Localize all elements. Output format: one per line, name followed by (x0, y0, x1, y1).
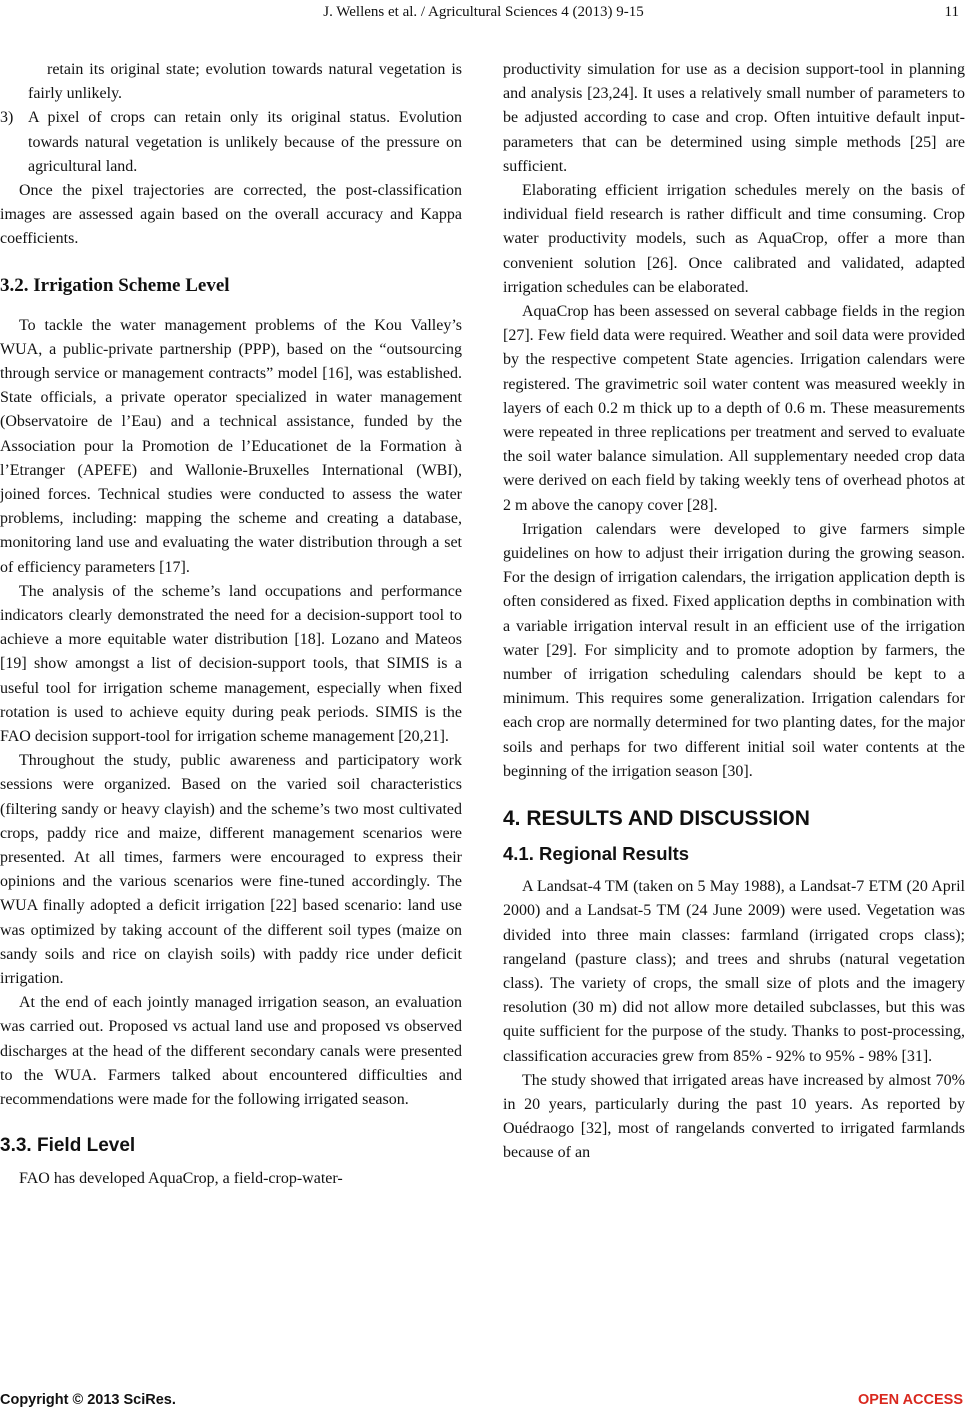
running-header (0, 2, 967, 24)
list-item-text: A pixel of crops can retain only its original status. Evolution towards natural vegetation is unlikely because of the pressure on agricultural land. (28, 109, 462, 175)
paragraph: Throughout the study, public awareness and participatory work sessions were organized. Based on the varied soil characteristics (filtering sandy or heavy clayish) and the scheme’s two most cultivated crops, paddy rice and maize, different management scenarios were presented. At all times, farmers were encouraged to express their opinions and the various scenarios were fine-tuned accordingly. The WUA finally adopted a deficit irrigation [22] based scenario: land use was optimized by taking account of the different soil types (maize on sandy soils and rice on clayish soils) with paddy rice under deficit irrigation. (0, 752, 462, 988)
paragraph: Elaborating efficient irrigation schedules merely on the basis of individual field research is rather difficult and time consuming. Crop water productivity models, such as AquaCrop, offer a more than convenient solution [26]. Once calibrated and validated, adapted irrigation schedules can be elaborated. (503, 182, 965, 296)
copyright-notice: Copyright © 2013 SciRes. (0, 1392, 176, 1408)
section-heading-4-1: 4.1. Regional Results (503, 843, 690, 865)
paragraph-continuation: productivity simulation for use as a decision support-tool in planning and analysis [23,24]. It uses a relatively small number of parameters to be adjusted according to case and crop. Often intuitive default input-parameters that can be determined using simple methods [25] are sufficient. (503, 61, 965, 175)
paragraph: A Landsat-4 TM (taken on 5 May 1988), a Landsat-7 ETM (20 April 2000) and a Landsat-5 TM (24 June 2009) were used. Vegetation was divided into three main classes: farmland (irrigated crops class); rangeland (pasture class); and trees and shrubs (natural vegetation class). The variety of crops, the small size of plots and the imagery resolution (30 m) did not allow more detailed subclasses, but this was quite sufficient for the purpose of the study. Thanks to post-processing, classification accuracies grew from 85% - 92% to 95% - 98% [31]. (503, 878, 965, 1065)
list-item-2-continuation: retain its original state; evolution towards natural vegetation is fairly unlikely. (28, 61, 462, 103)
paragraph: Irrigation calendars were developed to give farmers simple guidelines on how to adjust their irrigation during the growing season. For the design of irrigation calendars, the irrigation application depth is often considered as fixed. Fixed application depths in combination with a variable irrigation interval result in an efficient use of the irrigation water [29]. For simplicity and to promote adoption by farmers, the number of irrigation scheduling calendars should be kept to a minimum. This requires some generalization. Irrigation calendars for each crop are normally determined for two planting dates, for the major soils and perhaps for two different initial soil water contents at the beginning of the irrigation season [30]. (503, 520, 965, 780)
paragraph: Once the pixel trajectories are corrected, the post-classification images are assessed again based on the overall accuracy and Kappa coefficients. (0, 182, 462, 248)
right-column (503, 58, 965, 1166)
paragraph: FAO has developed AquaCrop, a field-crop-water- (19, 1170, 343, 1188)
list-item-number: 3) (0, 109, 14, 127)
open-access-label: OPEN ACCESS (857, 1392, 963, 1408)
paragraph: The analysis of the scheme’s land occupations and performance indicators clearly demonstrated the need for a decision-support tool to achieve a more equitable water distribution [18]. Lozano and Mateos [19] show amongst a list of decision-support tools, that SIMIS is a useful tool for irrigation scheme management, especially when fixed rotation is used to achieve equity during peak periods. SIMIS is the FAO decision support-tool for irrigation scheme management [20,21]. (0, 582, 462, 746)
left-column (0, 58, 462, 1192)
running-title: J. Wellens et al. / Agricultural Sciences 4 (2013) 9-15 (323, 4, 644, 20)
paragraph: AquaCrop has been assessed on several cabbage fields in the region [27]. Few field data were required. Weather and soil data were provided by the respective competent State agencies. Irrigation calendars were registered. The gravimetric soil water content was measured weekly in layers of each 0.2 m thick up to a depth of 0.6 m. These measurements were repeated in three replications per treatment and served to evaluate the soil water balance simulation. All supplementary needed crop data were derived on each field by taking weekly tens of overhead photos at 2 m above the canopy cover [28]. (503, 303, 965, 514)
page-number: 11 (944, 4, 959, 20)
list-item-3 (0, 106, 462, 179)
page-footer (0, 1392, 967, 1414)
section-heading-3-2: 3.2. Irrigation Scheme Level (0, 274, 230, 296)
paragraph: The study showed that irrigated areas have increased by almost 70% in 20 years, particularly during the past 10 years. As reported by Ouédraogo [32], most of rangelands converted to irrigated farmlands because of an (503, 1071, 965, 1162)
paragraph: At the end of each jointly managed irrigation season, an evaluation was carried out. Proposed vs actual land use and proposed vs observed discharges at the head of the different secondary canals were presented to the WUA. Farmers talked about encountered difficulties and recommendations were made for the following irrigated season. (0, 994, 462, 1109)
section-heading-4: 4. RESULTS AND DISCUSSION (503, 807, 810, 831)
paragraph: To tackle the water management problems of the Kou Valley’s WUA, a public-private partnership (PPP), based on the “outsourcing through service or management contracts” model [16], was established. State officials, a private operator specialized in water management (Observatoire de l’Eau) and a technical assistance, funded by the Association pour la Promotion de l’Educationet de la Formation à l’Etranger (APEFE) and Wallonie-Bruxelles International (WBI), joined forces. Technical studies were conducted to assess the water problems, including: mapping the scheme and creating a database, monitoring land use and evaluating the water distribution through a set of efficiency parameters [17]. (0, 316, 462, 576)
section-heading-3-3: 3.3. Field Level (0, 1135, 136, 1157)
